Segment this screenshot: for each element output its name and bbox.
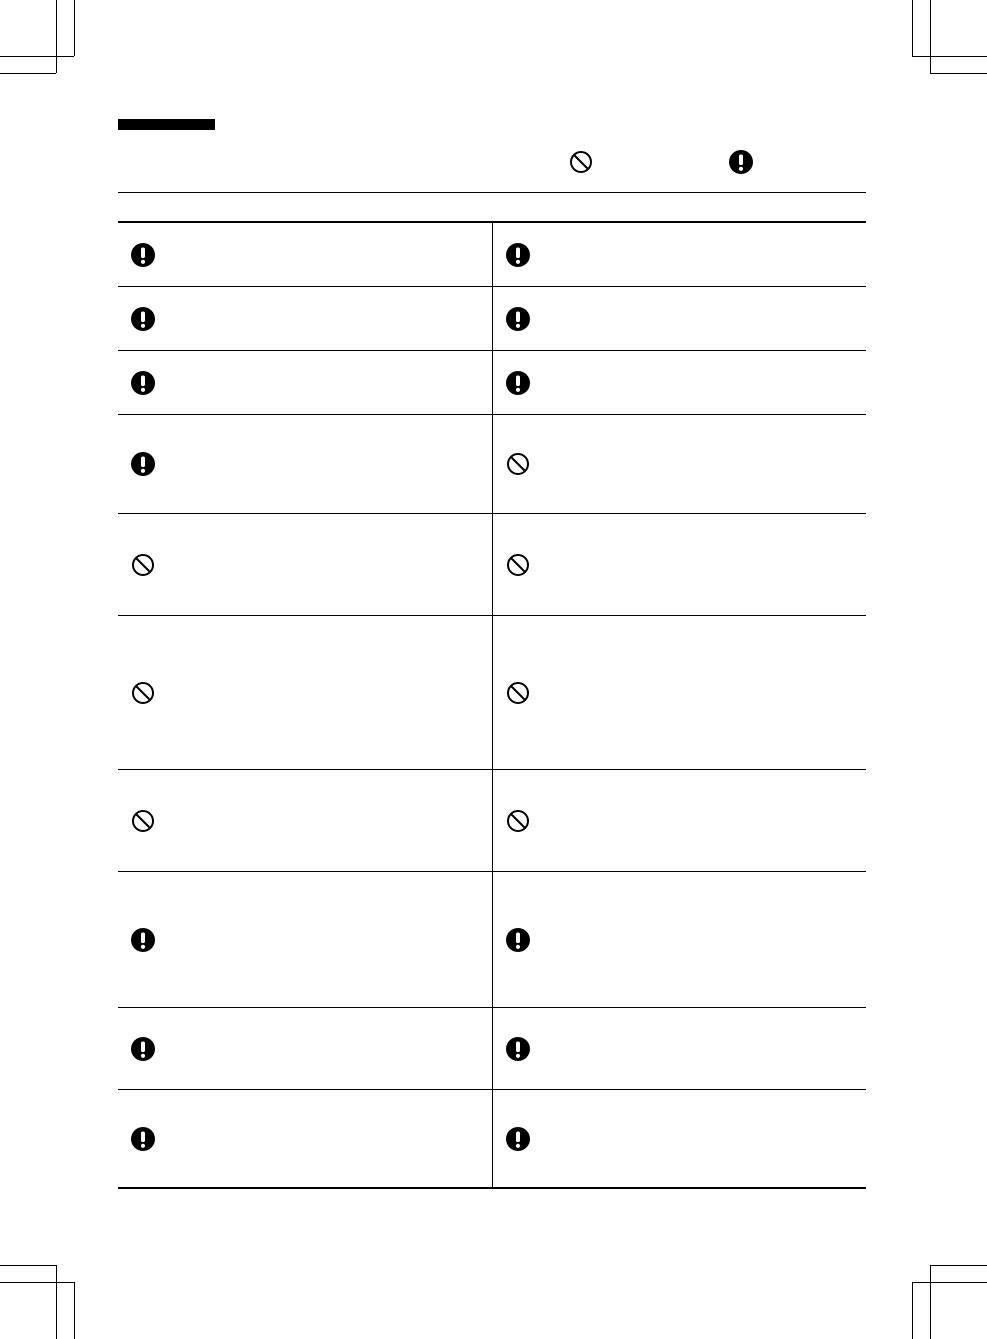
mandatory-action-icon xyxy=(505,927,531,953)
mandatory-action-icon xyxy=(130,1126,156,1152)
mandatory-action-icon xyxy=(130,451,156,477)
table-row xyxy=(118,770,866,872)
mandatory-action-icon xyxy=(130,242,156,268)
mandatory-action-icon xyxy=(505,1126,531,1152)
prohibition-icon xyxy=(130,808,156,834)
table-cell-right xyxy=(493,223,867,286)
table-row xyxy=(118,287,866,351)
table-cell-left xyxy=(118,616,493,769)
table-cell-left xyxy=(118,872,493,1007)
table-cell-right xyxy=(493,1008,867,1089)
prohibition-icon xyxy=(130,552,156,578)
table-row xyxy=(118,872,866,1008)
crop-mark xyxy=(912,56,987,57)
crop-mark xyxy=(930,0,931,73)
table-cell-left xyxy=(118,1008,493,1089)
table-row xyxy=(118,1008,866,1090)
table-row xyxy=(118,1090,866,1187)
legend-prohibition-icon xyxy=(568,149,594,175)
table-cell-right xyxy=(493,514,867,615)
mandatory-action-icon xyxy=(130,370,156,396)
crop-mark xyxy=(56,0,57,73)
table-row xyxy=(118,223,866,287)
mandatory-action-icon xyxy=(130,927,156,953)
table-row xyxy=(118,415,866,514)
table-row xyxy=(118,351,866,415)
mandatory-action-icon xyxy=(130,1036,156,1062)
crop-mark xyxy=(0,56,74,57)
crop-mark xyxy=(912,0,913,56)
crop-mark xyxy=(930,73,987,74)
prohibition-icon xyxy=(505,451,531,477)
mandatory-action-icon xyxy=(130,306,156,332)
crop-mark xyxy=(0,73,56,74)
mandatory-action-icon xyxy=(505,306,531,332)
crop-mark xyxy=(930,1265,987,1266)
table-cell-right xyxy=(493,1090,867,1187)
mandatory-action-icon xyxy=(505,242,531,268)
table-cell-left xyxy=(118,514,493,615)
prohibition-icon xyxy=(505,808,531,834)
section-heading-bar xyxy=(118,119,215,130)
safety-table xyxy=(118,221,866,1189)
table-cell-left xyxy=(118,415,493,513)
header-divider xyxy=(118,192,866,193)
table-cell-left xyxy=(118,287,493,350)
mandatory-action-icon xyxy=(505,370,531,396)
crop-mark xyxy=(0,1265,56,1266)
table-cell-right xyxy=(493,287,867,350)
prohibition-icon xyxy=(130,680,156,706)
table-cell-left xyxy=(118,1090,493,1187)
crop-mark xyxy=(74,1282,75,1339)
table-cell-right xyxy=(493,351,867,414)
crop-mark xyxy=(912,1282,987,1283)
crop-mark xyxy=(74,0,75,56)
table-row xyxy=(118,616,866,770)
table-row xyxy=(118,514,866,616)
table-cell-right xyxy=(493,415,867,513)
crop-mark xyxy=(0,1282,74,1283)
table-cell-left xyxy=(118,223,493,286)
mandatory-action-icon xyxy=(505,1036,531,1062)
crop-mark xyxy=(930,1265,931,1339)
table-cell-right xyxy=(493,770,867,871)
table-cell-right xyxy=(493,872,867,1007)
table-cell-left xyxy=(118,351,493,414)
crop-mark xyxy=(912,1282,913,1339)
legend-mandatory-icon xyxy=(728,149,754,175)
crop-mark xyxy=(56,1265,57,1339)
prohibition-icon xyxy=(505,680,531,706)
prohibition-icon xyxy=(505,552,531,578)
table-cell-left xyxy=(118,770,493,871)
table-cell-right xyxy=(493,616,867,769)
